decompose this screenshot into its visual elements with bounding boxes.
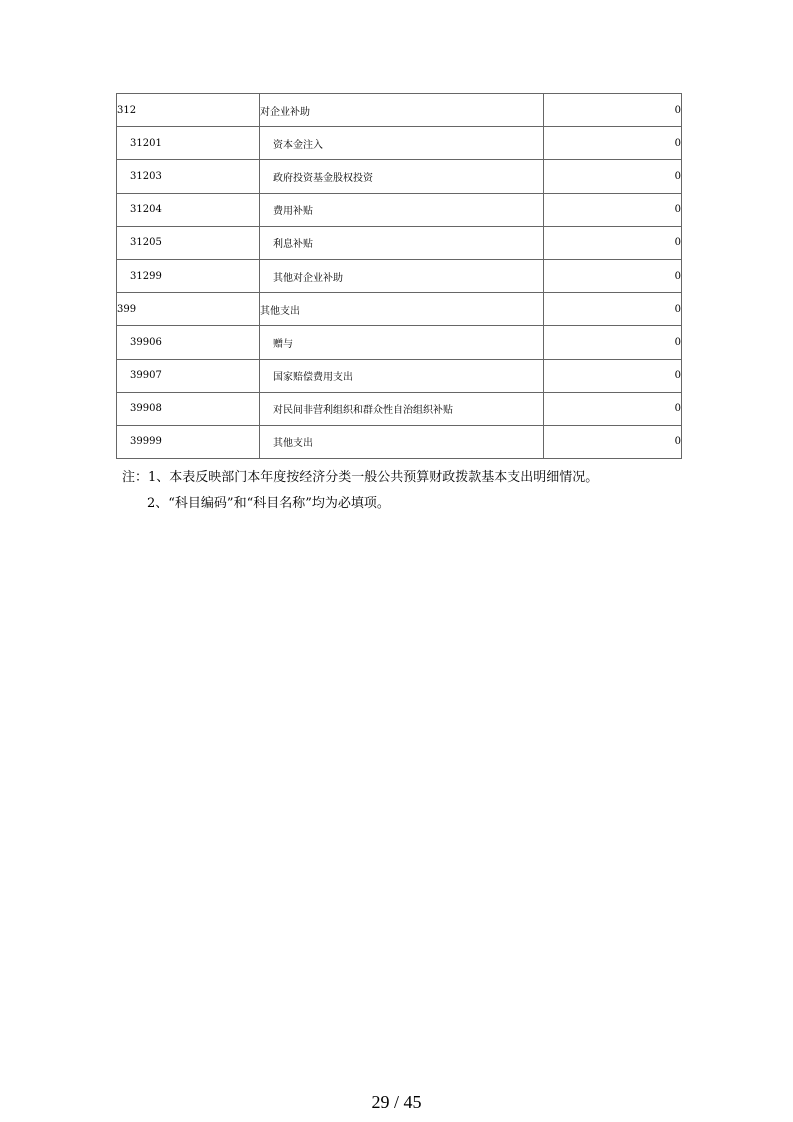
table-row [117, 127, 682, 160]
subject-code-cell: 31205 [117, 226, 260, 259]
table-row [117, 259, 682, 292]
amount-cell: 0 [544, 293, 682, 326]
subject-name-cell: 对民间非营利组织和群众性自治组织补贴 [260, 392, 544, 425]
subject-code-cell: 39908 [117, 392, 260, 425]
subject-code-cell: 31204 [117, 193, 260, 226]
subject-code-cell: 312 [117, 94, 260, 127]
subject-name-cell: 政府投资基金股权投资 [260, 160, 544, 193]
note-line-1: 注：1、本表反映部门本年度按经济分类一般公共预算财政拨款基本支出明细情况。 [122, 470, 599, 485]
table-notes [122, 465, 598, 517]
expenditure-table-body [117, 94, 682, 459]
table-row [117, 193, 682, 226]
table-row [117, 226, 682, 259]
amount-cell: 0 [544, 226, 682, 259]
subject-code-cell: 39907 [117, 359, 260, 392]
subject-name-cell: 其他支出 [260, 425, 544, 458]
subject-code-cell: 399 [117, 293, 260, 326]
subject-name-cell: 资本金注入 [260, 127, 544, 160]
subject-code-cell: 39906 [117, 326, 260, 359]
amount-cell: 0 [544, 425, 682, 458]
table-row [117, 359, 682, 392]
amount-cell: 0 [544, 127, 682, 160]
amount-cell: 0 [544, 359, 682, 392]
table-row [117, 392, 682, 425]
subject-code-cell: 31203 [117, 160, 260, 193]
amount-cell: 0 [544, 259, 682, 292]
subject-code-cell: 39999 [117, 425, 260, 458]
table-row [117, 94, 682, 127]
table-row [117, 293, 682, 326]
subject-name-cell: 国家赔偿费用支出 [260, 359, 544, 392]
table-row [117, 425, 682, 458]
note-line-2: 2、“科目编码”和“科目名称”均为必填项。 [147, 496, 390, 511]
subject-name-cell: 赠与 [260, 326, 544, 359]
subject-name-cell: 费用补贴 [260, 193, 544, 226]
subject-name-cell: 其他支出 [260, 293, 544, 326]
table-row [117, 326, 682, 359]
subject-name-cell: 其他对企业补助 [260, 259, 544, 292]
subject-code-cell: 31201 [117, 127, 260, 160]
subject-name-cell: 对企业补助 [260, 94, 544, 127]
amount-cell: 0 [544, 326, 682, 359]
subject-code-cell: 31299 [117, 259, 260, 292]
page-number: 29 / 45 [371, 1092, 422, 1112]
subject-name-cell: 利息补贴 [260, 226, 544, 259]
amount-cell: 0 [544, 193, 682, 226]
table-row [117, 160, 682, 193]
amount-cell: 0 [544, 392, 682, 425]
amount-cell: 0 [544, 94, 682, 127]
amount-cell: 0 [544, 160, 682, 193]
expenditure-table [116, 93, 682, 459]
